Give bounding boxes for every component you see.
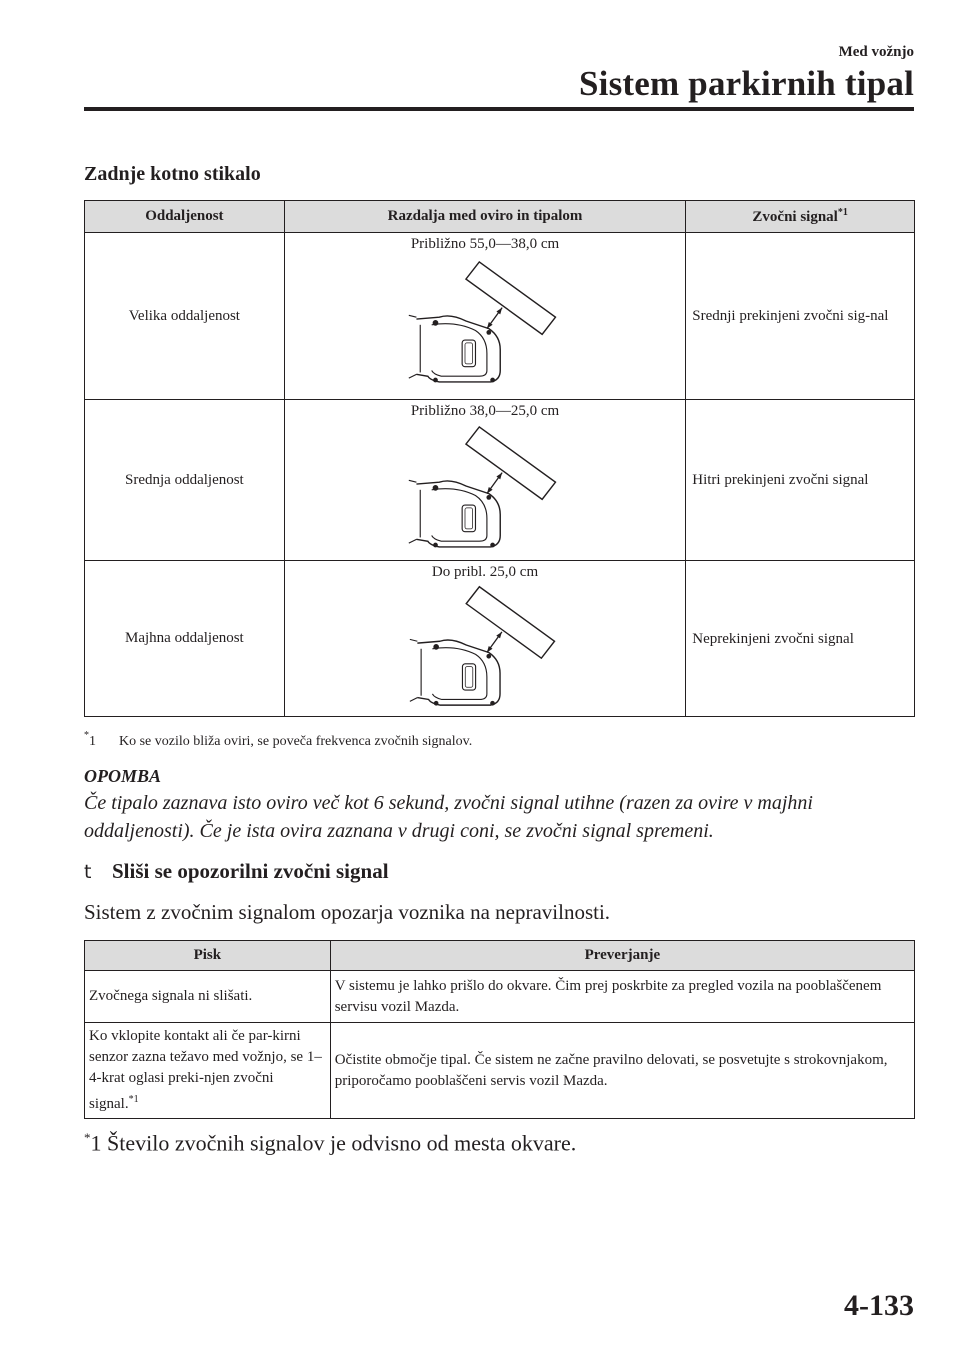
range-cell xyxy=(284,400,686,561)
table-header-row xyxy=(85,941,915,971)
header-divider xyxy=(84,107,914,111)
column-header xyxy=(686,201,915,233)
section-label: Med vožnjo xyxy=(838,44,914,60)
range-label: Približno 38,0—25,0 cm xyxy=(410,403,560,419)
footnote-number: 1 xyxy=(89,734,96,749)
page-number: 4-133 xyxy=(844,1289,914,1322)
signal-cell: Hitri prekinjeni zvočni signal xyxy=(686,400,915,561)
signal-cell: Neprekinjeni zvočni signal xyxy=(686,561,915,717)
table-row xyxy=(85,400,915,561)
column-header: Pisk xyxy=(85,941,331,971)
footnote-mark: * xyxy=(84,730,89,741)
range-label: Približno 55,0—38,0 cm xyxy=(410,236,560,252)
footnote xyxy=(84,1130,576,1156)
footnote-mark: *1 xyxy=(837,207,848,218)
column-header: Razdalja med oviro in tipalom xyxy=(284,201,686,233)
page-title: Sistem parkirnih tipal xyxy=(578,64,914,103)
section-heading: Sliši se opozorilni zvočni signal xyxy=(112,859,389,883)
footnote-text: Ko se vozilo bliža oviri, se poveča frekvenca zvočnih signalov. xyxy=(119,734,473,749)
car-obstacle-diagram xyxy=(405,583,565,707)
table-row xyxy=(85,971,915,1023)
distance-cell: Velika oddaljenost xyxy=(85,233,285,400)
range-cell xyxy=(284,561,686,717)
beep-cell: Zvočnega signala ni slišati. xyxy=(85,971,331,1023)
signal-cell: Srednji prekinjeni zvočni sig-nal xyxy=(686,233,915,400)
check-cell: V sistemu je lahko prišlo do okvare. Čim prej poskrbite za pregled vozila na pooblaščenem servisu vozil Mazda. xyxy=(330,971,914,1023)
table-header-row xyxy=(85,201,915,233)
car-obstacle-diagram xyxy=(405,255,565,387)
distance-table xyxy=(84,200,915,717)
distance-cell: Srednja oddaljenost xyxy=(85,400,285,561)
beep-text: Ko vklopite kontakt ali če par-kirni senzor zazna težavo med vožnjo, se 1–4-krat oglasi preki-njen zvočni signal. xyxy=(89,1028,322,1112)
note-text: Če tipalo zaznava isto oviro več kot 6 sekund, zvočni signal utihne (razen za ovire v majhni oddaljenosti). Če je ista ovira zaznana v drugi coni, se zvočni signal spremeni. xyxy=(84,792,813,842)
range-label: Do pribl. 25,0 cm xyxy=(431,564,539,580)
car-obstacle-diagram xyxy=(405,422,565,550)
column-header: Preverjanje xyxy=(330,941,914,971)
footnote-text: 1 Število zvočnih signalov je odvisno od mesta okvare. xyxy=(90,1130,577,1156)
note-title: OPOMBA xyxy=(84,766,162,786)
footnote-mark: * xyxy=(84,1130,91,1145)
column-header: Oddaljenost xyxy=(85,201,285,233)
check-cell: Očistite območje tipal. Če sistem ne začne pravilno delovati, se posvetujte s strokovnjakom, priporočamo pooblaščeni servis vozil Mazda. xyxy=(330,1023,914,1119)
sub-heading: Zadnje kotno stikalo xyxy=(84,163,261,185)
beep-table xyxy=(84,940,915,1119)
distance-cell: Majhna oddaljenost xyxy=(85,561,285,717)
table-row xyxy=(85,233,915,400)
bullet-icon: t xyxy=(84,861,92,883)
footnote-mark: *1 xyxy=(128,1094,139,1105)
table-row xyxy=(85,1023,915,1119)
section-intro: Sistem z zvočnim signalom opozarja voznika na nepravilnosti. xyxy=(84,900,611,924)
range-cell xyxy=(284,233,686,400)
table-row xyxy=(85,561,915,717)
column-header-label: Zvočni signal xyxy=(752,209,838,225)
beep-cell xyxy=(85,1023,331,1119)
